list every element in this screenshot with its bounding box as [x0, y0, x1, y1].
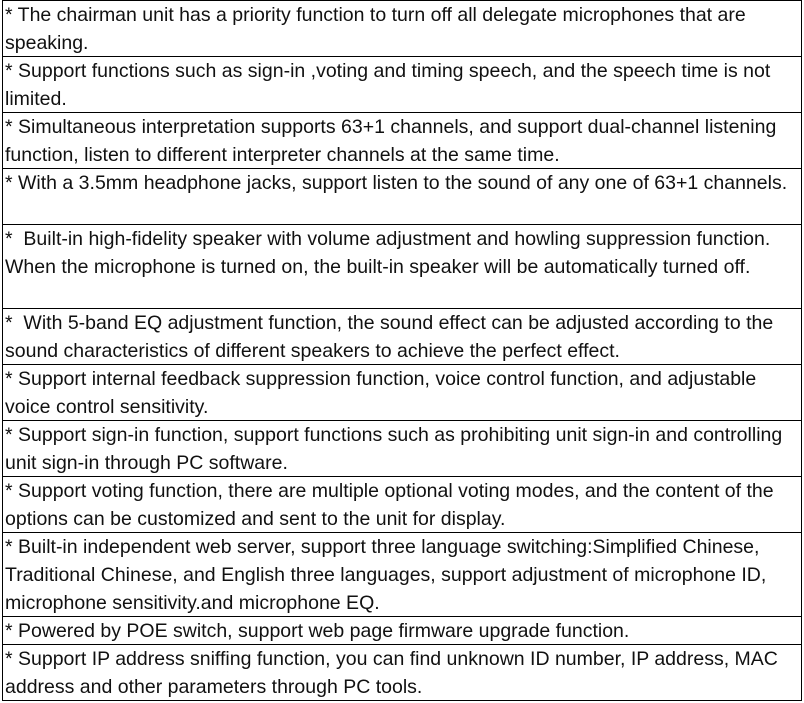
feature-row-feedback-suppression: * Support internal feedback suppression function, voice control function, and adjustable voice control sensitivity. [3, 365, 801, 421]
feature-row-simultaneous-interpretation: * Simultaneous interpretation supports 63+1 channels, and support dual-channel listening function, listen to different interpreter channels at the same time. [3, 113, 801, 169]
feature-row-eq-adjustment: * With 5-band EQ adjustment function, the sound effect can be adjusted according to the sound characteristics of different speakers to achieve the perfect effect. [3, 309, 801, 365]
feature-row-headphone-jack: * With a 3.5mm headphone jacks, support listen to the sound of any one of 63+1 channels. [3, 169, 801, 225]
feature-row-sign-in-voting-timing: * Support functions such as sign-in ,voting and timing speech, and the speech time is not limited. [3, 57, 801, 113]
feature-row-poe-switch: * Powered by POE switch, support web page firmware upgrade function. [3, 617, 801, 645]
feature-row-voting-function: * Support voting function, there are multiple optional voting modes, and the content of the options can be customized and sent to the unit for display. [3, 477, 801, 533]
feature-table [2, 0, 802, 701]
feature-row-built-in-speaker: * Built-in high-fidelity speaker with volume adjustment and howling suppression function. When the microphone is turned on, the built-in speaker will be automatically turned off. [3, 225, 801, 309]
feature-row-chairman-priority: * The chairman unit has a priority function to turn off all delegate microphones that are speaking. [3, 1, 801, 57]
feature-row-sign-in-function: * Support sign-in function, support functions such as prohibiting unit sign-in and controlling unit sign-in through PC software. [3, 421, 801, 477]
feature-row-ip-sniffing: * Support IP address sniffing function, you can find unknown ID number, IP address, MAC address and other parameters through PC tools. [3, 645, 801, 701]
feature-row-web-server: * Built-in independent web server, support three language switching:Simplified Chinese, Traditional Chinese, and English three languages, support adjustment of microphone ID, microphone sensitivity.and microphone EQ. [3, 533, 801, 617]
